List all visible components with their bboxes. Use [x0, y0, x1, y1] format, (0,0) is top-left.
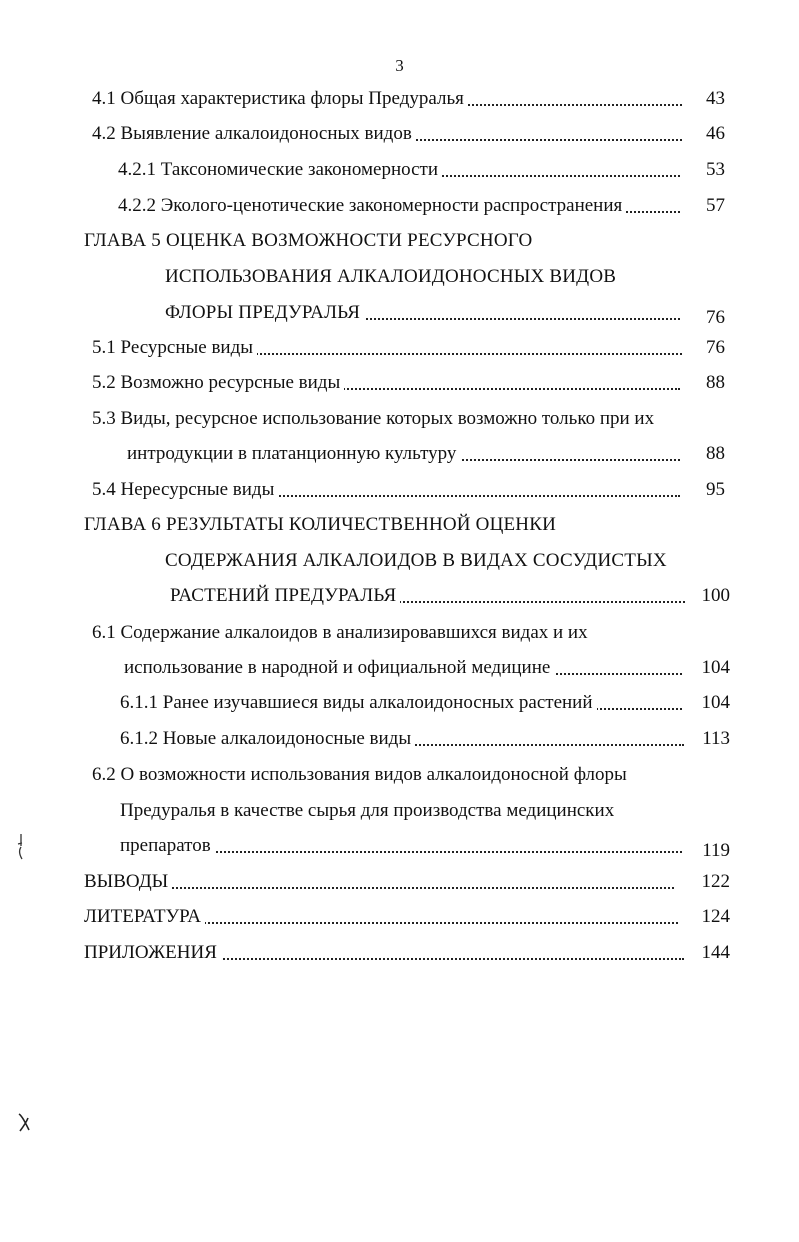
toc-entry-5-4[interactable] — [92, 477, 680, 503]
toc-entry-page: 119 — [702, 840, 730, 861]
toc-entry-5-3-line-1[interactable]: 5.3 Виды, ресурсное использование которых возможно только при их — [92, 408, 655, 429]
toc-entry-6-1-line-2[interactable] — [124, 655, 682, 681]
toc-entry-page: 53 — [706, 159, 725, 180]
toc-entry-label: ВЫВОДЫ — [84, 871, 172, 892]
toc-entry-label: использование в народной и официальной медицине — [124, 657, 554, 678]
toc-entry-page: 144 — [701, 942, 730, 963]
toc-entry-label: ЛИТЕРАТУРА — [84, 906, 205, 927]
toc-entry-5-1[interactable] — [92, 335, 682, 361]
toc-entry-page: 46 — [706, 123, 725, 144]
toc-entry-6-1-line-1[interactable]: 6.1 Содержание алкалоидов в анализировавшихся видах и их — [92, 622, 588, 643]
toc-entry-page: 113 — [702, 728, 730, 749]
toc-entry-label: 4.2.1 Таксономические закономерности — [118, 159, 442, 180]
toc-entry-6-2-line-1[interactable]: 6.2 О возможности использования видов алкалоидоносной флоры — [92, 764, 627, 785]
toc-entry-label: 6.1.2 Новые алкалоидоносные виды — [120, 728, 415, 749]
toc-chapter-6-line-3[interactable] — [170, 583, 685, 609]
toc-entry-6-2-line-2[interactable]: Предуралья в качестве сырья для производства медицинских — [120, 800, 615, 821]
toc-entry-label: 4.1 Общая характеристика флоры Предуралья — [92, 88, 468, 109]
toc-entry-label: 4.2.2 Эколого-ценотические закономерности распространения — [118, 195, 626, 216]
toc-entry-label: РАСТЕНИЙ ПРЕДУРАЛЬЯ — [170, 585, 400, 606]
toc-entry-label: 5.4 Нересурсные виды — [92, 479, 278, 500]
toc-chapter-5-line-1[interactable]: ГЛАВА 5 ОЦЕНКА ВОЗМОЖНОСТИ РЕСУРСНОГО — [84, 230, 533, 251]
toc-chapter-5-line-2[interactable]: ИСПОЛЬЗОВАНИЯ АЛКАЛОИДОНОСНЫХ ВИДОВ — [165, 266, 617, 287]
toc-entry-page: 104 — [701, 657, 730, 678]
toc-chapter-6-line-2[interactable]: СОДЕРЖАНИЯ АЛКАЛОИДОВ В ВИДАХ СОСУДИСТЫХ — [165, 550, 667, 571]
toc-entry-page: 76 — [706, 307, 725, 328]
toc-entry-label: 5.2 Возможно ресурсные виды — [92, 372, 344, 393]
toc-entry-page: 124 — [701, 906, 730, 927]
toc-entry-6-1-2[interactable] — [120, 726, 684, 752]
toc-entry-6-1-1[interactable] — [120, 690, 682, 716]
toc-entry-page: 43 — [706, 88, 725, 109]
toc-entry-label: 5.1 Ресурсные виды — [92, 337, 257, 358]
toc-entry-label: ПРИЛОЖЕНИЯ — [84, 942, 221, 963]
margin-scribble-mark — [14, 832, 28, 862]
margin-scribble-mark — [16, 1110, 34, 1134]
toc-entry-conclusions[interactable] — [84, 869, 674, 895]
toc-entry-label: интродукции в платанционную культуру — [127, 443, 460, 464]
toc-entry-4-2[interactable] — [92, 121, 682, 147]
toc-entry-page: 88 — [706, 372, 725, 393]
toc-entry-page: 122 — [701, 871, 730, 892]
toc-entry-page: 88 — [706, 443, 725, 464]
toc-entry-label: 6.1.1 Ранее изучавшиеся виды алкалоидоносных растений — [120, 692, 597, 713]
toc-entry-4-1[interactable] — [92, 86, 682, 112]
toc-entry-page: 57 — [706, 195, 725, 216]
toc-chapter-6-line-1[interactable]: ГЛАВА 6 РЕЗУЛЬТАТЫ КОЛИЧЕСТВЕННОЙ ОЦЕНКИ — [84, 514, 557, 535]
toc-entry-page: 76 — [706, 337, 725, 358]
toc-chapter-5-line-3[interactable] — [165, 300, 680, 326]
toc-entry-appendices[interactable] — [84, 940, 684, 966]
toc-entry-4-2-2[interactable] — [118, 193, 680, 219]
toc-entry-page: 104 — [701, 692, 730, 713]
toc-entry-label: ФЛОРЫ ПРЕДУРАЛЬЯ — [165, 302, 364, 323]
toc-entry-6-2-line-3[interactable] — [120, 833, 682, 859]
toc-entry-5-3-line-2[interactable] — [127, 441, 680, 467]
toc-entry-page: 95 — [706, 479, 725, 500]
toc-entry-literature[interactable] — [84, 904, 678, 930]
page-number: 3 — [395, 56, 404, 75]
toc-entry-page: 100 — [701, 585, 730, 606]
toc-entry-label: 4.2 Выявление алкалоидоносных видов — [92, 123, 416, 144]
toc-entry-4-2-1[interactable] — [118, 157, 680, 183]
toc-entry-5-2[interactable] — [92, 370, 680, 396]
toc-entry-label: препаратов — [120, 835, 215, 856]
